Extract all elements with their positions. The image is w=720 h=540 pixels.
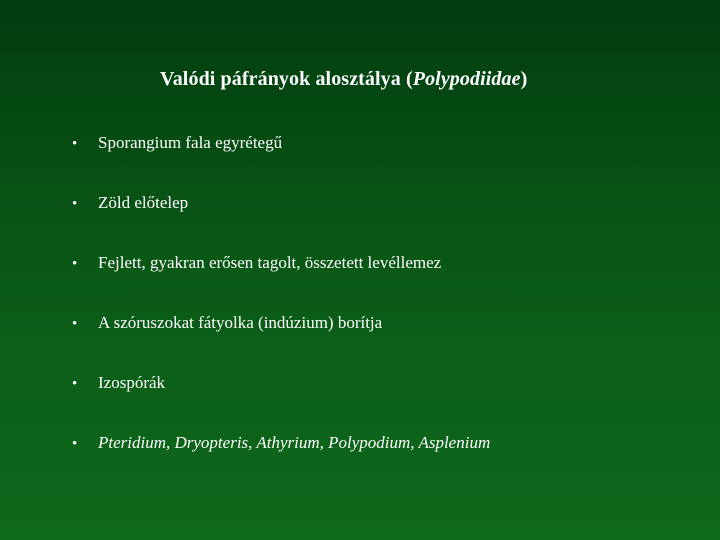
bullet-icon: • xyxy=(72,436,78,452)
bullet-text: Sporangium fala egyrétegű xyxy=(98,133,283,152)
title-suffix: ) xyxy=(520,68,528,90)
bullet-icon: • xyxy=(72,256,78,272)
bullet-text-genera: Pteridium, Dryopteris, Athyrium, Polypodium, Asplenium xyxy=(98,433,491,452)
bullet-icon: • xyxy=(72,376,78,392)
title-scientific-name: Polypodiidae xyxy=(412,68,521,90)
bullet-text: Zöld előtelep xyxy=(98,193,189,212)
bullet-item xyxy=(72,373,165,393)
bullet-icon: • xyxy=(72,196,78,212)
bullet-item xyxy=(72,133,282,153)
bullet-text: A szóruszokat fátyolka (indúzium) borítja xyxy=(98,313,383,332)
bullet-item xyxy=(72,193,188,213)
bullet-item xyxy=(72,313,382,333)
bullet-icon: • xyxy=(72,136,78,152)
bullet-item xyxy=(72,433,490,453)
bullet-icon: • xyxy=(72,316,78,332)
bullet-text: Izospórák xyxy=(98,373,166,392)
bullet-text: Fejlett, gyakran erősen tagolt, összetett levéllemez xyxy=(98,253,442,272)
bullet-item xyxy=(72,253,441,273)
slide-title xyxy=(160,68,527,91)
title-prefix: Valódi páfrányok alosztálya ( xyxy=(160,68,413,90)
